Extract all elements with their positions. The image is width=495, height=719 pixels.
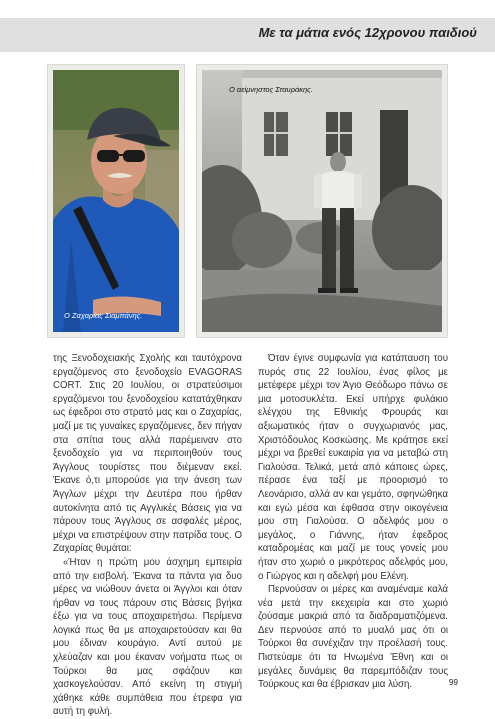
photo-zacharias-image — [53, 70, 179, 332]
paragraph: Όταν έγινε συμφωνία για κατάπαυση του πυρός στις 22 Ιουλίου, ένας φίλος με μετέφερε μέχρι τον Άγιο Θεόδωρο πάνω σε μια μοτοσυκλέτα. Εκεί υπήρχε φυλάκιο ελέγχου της Εθνικής Φρουράς και αξιωματικός ήταν ο συγχωριανός μας, Χριστόδουλος Κοσκώσης. Με κράτησε εκεί μέχρι να βρεθεί ευκαιρία για να μεταβώ στη Γιαλούσα. Τελικά, μετά από κάποιες ώρες, πέρασε ένα ταξί με προορισμό το Λεονάρισο, αλλά αν και γεμάτο, σφηνώθηκα και εγώ μέσα και έφθασα στην οικογένεια μου στη Γιαλούσα. Ο αδελφός μου ο μεγάλος, ο Γιάννης, ήταν έφεδρος καταδρομέας και μαζί με τους γονείς μου ήταν στο χωριό ο μικρότερος αδελφός μου, ο Γιώργος και η αδελφή μου Ελένη. — [258, 353, 448, 582]
photo-caption-right: Ο αείμνηστος Σταυράκης. — [229, 85, 313, 94]
photo-stavrakis-image — [202, 70, 442, 332]
paragraph: «Ήταν η πρώτη μου άσχημη εμπειρία από την εισβολή. Έκανα τα πάντα για δυο μέρες να νιώθουν άνετα οι Άγγλοι και όταν ήρθαν να τους πάρουν στις Βάσεις βγήκα έξω για να τους αποχαιρετήσω. Περίμενα λογικά πως θα με αποχαιρετούσαν και θα μου έδιναν κουράγιο. Αντί αυτού με χλεύαζαν και μου έκαναν νοήματα πως οι Τούρκοι θα μας σφάζουν και χασκογελούσαν. Από εκείνη τη στιγμή χάθηκε κάθε συμπάθεια που έτρεφα για αυτή τη φυλή. — [53, 556, 242, 718]
photo-stavrakis — [196, 64, 448, 338]
page-header — [0, 18, 495, 52]
paragraph: Περνούσαν οι μέρες και αναμέναμε καλά νέα μετά την εκεχειρία και στο χωριό ζούσαμε μακριά από τα διαδραματιζόμενα. Δεν περνούσε από το μυαλό μας ότι οι Τούρκοι θα συνέχιζαν την προέλασή τους. Πιστεύαμε ότι τα Ηνωμένα Έθνη και οι μεγάλες δυνάμεις θα παρεμπόδιζαν τους Τούρκους και θα έβρισκαν μια λύση. — [258, 584, 448, 691]
running-title: Με τα μάτια ενός 12χρονου παιδιού — [258, 25, 477, 40]
page-number: 99 — [449, 678, 458, 687]
text-column-left — [53, 352, 242, 719]
photo-caption-left: Ο Ζαχαρίας Σιαμπάνης. — [64, 311, 143, 320]
paragraph: της Ξενοδοχειακής Σχολής και ταυτόχρονα εργαζόμενος στο ξενοδοχείο EVAGORAS CORT. Στις 20 Ιουλίου, οι στρατεύσιμοι εργαζόμενοι του ξενοδοχείου κατατάχθηκαν ως έφεδροι στο στρατό μας και ο Ζαχαρίας, μαζί με τις γυναίκες εργαζόμενες, δεν πήγαν στα σπίτια τους αλλά παρέμειναν στο ξενοδοχείο για να περιποιηθούν τους Άγγλους τουρίστες που διέμεναν εκεί. Έκανε ό,τι μπορούσε για την άνεση των Άγγλων μέχρι την Δευτέρα που ήρθαν αυτοκίνητα από τις Αγγλικές Βάσεις για να πάρουν τους Άγγλους σε ασφαλές μέρος, μέχρι να επιστρέψουν στην πατρίδα τους. Ο Ζαχαρίας θυμάται: — [53, 353, 242, 555]
photo-zacharias — [47, 64, 185, 338]
text-column-right — [258, 352, 448, 692]
